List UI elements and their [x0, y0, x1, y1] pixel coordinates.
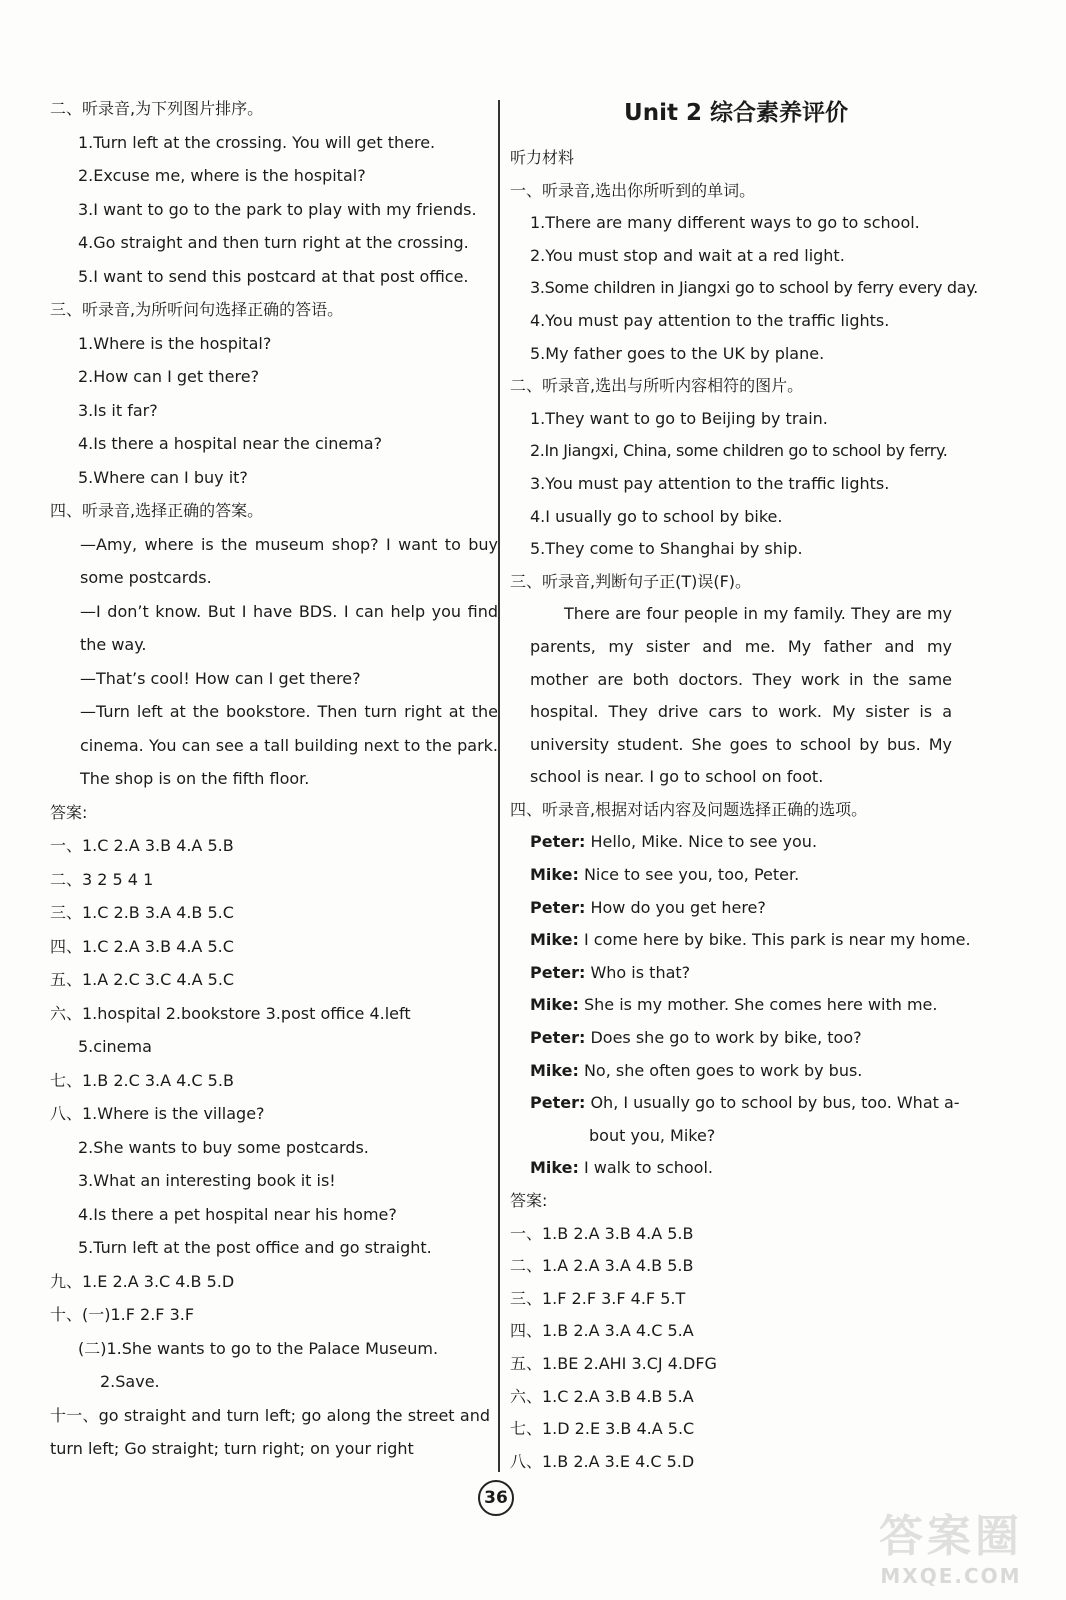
answer-line: 六、1.hospital 2.bookstore 3.post office 4.left [50, 1003, 411, 1023]
speaker: Peter: [530, 1093, 586, 1113]
dialog-line [510, 826, 962, 859]
answer-line: 一、1.C 2.A 3.B 4.A 5.B [50, 836, 234, 855]
watermark-url: MXQE.COM [880, 1564, 1022, 1588]
list-item: 1.Where is the hospital? [78, 333, 272, 353]
section-header: 二、听录音,为下列图片排序。 [50, 99, 264, 118]
utterance: I come here by bike. This park is near my home. [578, 930, 971, 950]
answer-line: 2.She wants to buy some postcards. [78, 1137, 369, 1157]
column-divider [498, 100, 500, 1472]
speaker: Mike: [530, 865, 579, 885]
utterance: Oh, I usually go to school by bus, too. What a- [585, 1093, 960, 1113]
answer-line: 八、1.Where is the village? [50, 1104, 265, 1123]
answer-line: 四、1.B 2.A 3.A 4.C 5.A [510, 1321, 694, 1341]
dialog-line [510, 1152, 962, 1185]
dialog-line: —That’s cool! How can I get there? [80, 668, 361, 688]
answer-line: 四、1.C 2.A 3.B 4.A 5.C [50, 936, 234, 956]
dialog-line [510, 892, 962, 925]
answer-line: 二、3 2 5 4 1 [50, 869, 154, 889]
utterance: Does she go to work by bike, too? [585, 1028, 862, 1048]
list-item: 2.You must stop and wait at a red light. [530, 245, 845, 265]
list-item: 3.You must pay attention to the traffic lights. [530, 473, 890, 493]
utterance: How do you get here? [585, 897, 766, 917]
speaker: Peter: [530, 962, 586, 982]
list-item: 5.Where can I buy it? [78, 467, 248, 487]
utterance: No, she often goes to work by bus. [578, 1060, 863, 1080]
speaker: Mike: [530, 995, 579, 1015]
answer-line: 七、1.B 2.C 3.A 4.C 5.B [50, 1070, 234, 1090]
dialog-line: —I don’t know. But I have BDS. I can help you find the way. [80, 601, 498, 654]
answer-line: 5.Turn left at the post office and go straight. [78, 1238, 432, 1257]
list-item: 4.I usually go to school by bike. [530, 506, 783, 526]
section-header: 一、听录音,选出你所听到的单词。 [510, 180, 756, 200]
list-item: 2.How can I get there? [78, 367, 260, 386]
answer-line: 三、1.F 2.F 3.F 4.F 5.T [510, 1288, 686, 1308]
speaker: Peter: [530, 897, 586, 917]
utterance: Who is that? [585, 962, 691, 982]
utterance: I walk to school. [578, 1158, 713, 1178]
dialog-line [510, 1087, 962, 1120]
list-item: 3.Some children in Jiangxi go to school by ferry every day. [530, 278, 978, 298]
speaker: Mike: [530, 1060, 579, 1080]
answer-line: 5.cinema [78, 1037, 152, 1056]
dialog-line [510, 989, 962, 1022]
list-item: 1.Turn left at the crossing. You will get there. [78, 132, 436, 152]
utterance: Hello, Mike. Nice to see you. [585, 832, 818, 852]
list-item: 5.They come to Shanghai by ship. [530, 539, 803, 559]
answer-line: 三、1.C 2.B 3.A 4.B 5.C [50, 903, 234, 922]
dialog-line [510, 1055, 962, 1088]
list-item: 3.Is it far? [78, 400, 158, 420]
list-item: 2.In Jiangxi, China, some children go to school by ferry. [530, 441, 948, 461]
speaker: Peter: [530, 832, 586, 852]
list-item: 4.Is there a hospital near the cinema? [78, 434, 383, 453]
answer-line: 2.Save. [100, 1372, 160, 1391]
speaker: Peter: [530, 1028, 586, 1048]
material-label: 听力材料 [510, 148, 575, 167]
dialog-line [510, 957, 962, 990]
speaker: Mike: [530, 930, 579, 950]
dialog-continuation: bout you, Mike? [589, 1125, 716, 1145]
watermark-text: 答案圈 [879, 1511, 1023, 1562]
page-title: Unit 2 综合素养评价 [624, 100, 848, 126]
list-item: 3.I want to go to the park to play with my friends. [78, 199, 477, 219]
utterance: She is my mother. She comes here with me. [578, 995, 938, 1015]
answer-line: 3.What an interesting book it is! [78, 1171, 336, 1190]
list-item: 5.I want to send this postcard at that post office. [78, 266, 469, 286]
answer-line: 八、1.B 2.A 3.E 4.C 5.D [510, 1451, 695, 1471]
dialog-line: —Amy, where is the museum shop? I want to buy some postcards. [80, 534, 498, 587]
section-header: 四、听录音,选择正确的答案。 [50, 501, 264, 520]
list-item: 4.You must pay attention to the traffic lights. [530, 310, 890, 330]
section-header: 二、听录音,选出与所听内容相符的图片。 [510, 376, 804, 396]
dialog-line [510, 924, 971, 957]
dialog-line: —Turn left at the bookstore. Then turn right at the cinema. You can see a tall building next to the park. The shop is on the fifth floor. [80, 702, 498, 788]
answer-line: 九、1.E 2.A 3.C 4.B 5.D [50, 1271, 235, 1291]
answer-line: 七、1.D 2.E 3.B 4.A 5.C [510, 1419, 695, 1439]
section-header: 三、听录音,为所听问句选择正确的答语。 [50, 300, 344, 319]
answer-line: 一、1.B 2.A 3.B 4.A 5.B [510, 1223, 694, 1243]
list-item: 4.Go straight and then turn right at the crossing. [78, 233, 469, 252]
right-column [510, 92, 978, 1478]
answer-line: (二)1.She wants to go to the Palace Museum. [78, 1338, 439, 1358]
dialog-line [510, 859, 962, 892]
list-item: 5.My father goes to the UK by plane. [530, 343, 825, 363]
answer-line: 六、1.C 2.A 3.B 4.B 5.A [510, 1386, 694, 1406]
dialog-line [510, 1022, 962, 1055]
answers-label: 答案: [50, 802, 88, 822]
speaker: Mike: [530, 1158, 579, 1178]
section-header: 四、听录音,根据对话内容及问题选择正确的选项。 [510, 799, 868, 819]
answer-line: 五、1.A 2.C 3.C 4.A 5.C [50, 970, 235, 989]
answers-label: 答案: [510, 1191, 548, 1210]
left-column [50, 92, 498, 1466]
answer-line: 五、1.BE 2.AHI 3.CJ 4.DFG [510, 1353, 717, 1373]
answer-line: 十、(一)1.F 2.F 3.F [50, 1305, 195, 1324]
list-item: 2.Excuse me, where is the hospital? [78, 166, 366, 185]
page-number: 36 [478, 1480, 514, 1516]
watermark-logo [856, 1500, 1046, 1590]
list-item: 1.They want to go to Beijing by train. [530, 408, 828, 428]
utterance: Nice to see you, too, Peter. [578, 865, 800, 885]
section-header: 三、听录音,判断句子正(T)误(F)。 [510, 571, 752, 591]
answer-line: 4.Is there a pet hospital near his home? [78, 1204, 397, 1224]
list-item: 1.There are many different ways to go to school. [530, 213, 920, 233]
answer-line: 十一、go straight and turn left; go along the street and turn left; Go straight; turn right; on your right [50, 1405, 490, 1458]
passage: There are four people in my family. They are my parents, my sister and me. My father and my mother are both doctors. They work in the same hospital. They drive cars to work. My sister is a university student. She goes to school by bus. My school is near. I go to school on foot. [530, 604, 952, 787]
answer-line: 二、1.A 2.A 3.A 4.B 5.B [510, 1256, 694, 1276]
